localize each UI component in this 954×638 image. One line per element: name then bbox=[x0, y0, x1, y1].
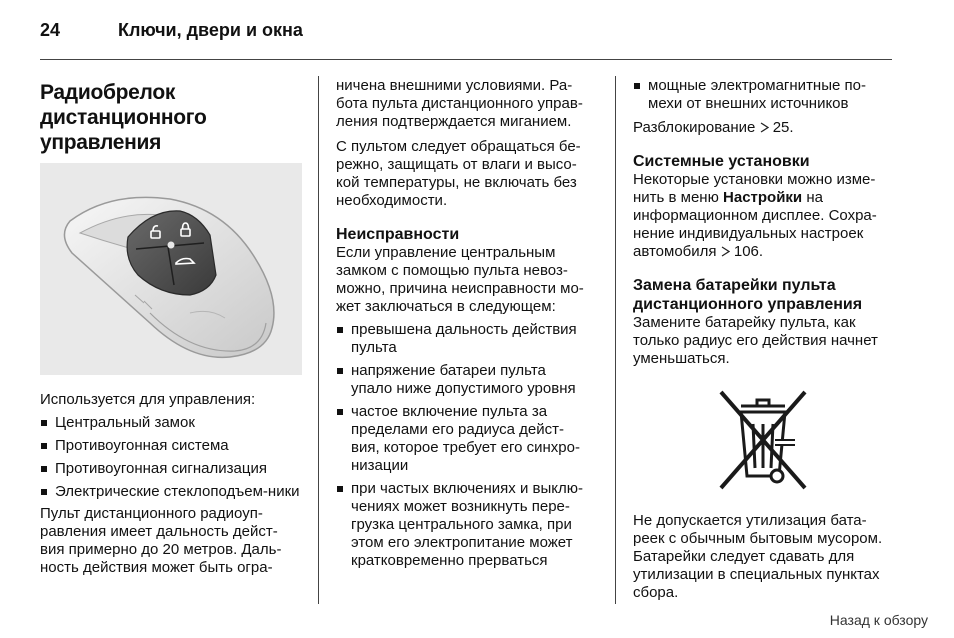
column-2 bbox=[336, 77, 602, 570]
text-line: Не допускается утилизация бата- bbox=[633, 512, 867, 529]
feature-list bbox=[40, 414, 302, 501]
text-line: Пульт дистанционного радиоуп- bbox=[40, 505, 263, 522]
text-line: Замените батарейку пульта, как bbox=[633, 314, 856, 331]
text-line: при частых включениях и выклю- bbox=[351, 480, 583, 497]
heading-line: Замена батарейки пульта bbox=[633, 277, 836, 294]
continued-paragraph bbox=[336, 77, 602, 131]
reference-page: 106. bbox=[733, 243, 764, 260]
column-divider-1 bbox=[318, 76, 319, 604]
reference-text: автомобиля bbox=[633, 243, 717, 260]
text-line: сбора. bbox=[633, 584, 679, 601]
list-item: Центральный замок bbox=[40, 414, 302, 432]
text-line: низации bbox=[351, 457, 409, 474]
list-item: Противоугонная система bbox=[40, 437, 302, 455]
list-item bbox=[336, 480, 602, 570]
text-line: грузка центрального замка, при bbox=[351, 516, 572, 533]
range-paragraph bbox=[40, 505, 302, 577]
text-line: чениях может возникнуть пере- bbox=[351, 498, 570, 515]
heading-line: дистанционного управления bbox=[633, 296, 863, 313]
text-line: пределами его радиуса дейст- bbox=[351, 421, 565, 438]
disposal-paragraph bbox=[633, 512, 895, 602]
text-line: Если управление центральным bbox=[336, 244, 556, 261]
heading-line: Радиобрелок bbox=[40, 81, 176, 104]
column-divider-2 bbox=[615, 76, 616, 604]
page-number: 24 bbox=[40, 20, 61, 40]
text-line: кой температуры, не включать без bbox=[336, 174, 577, 191]
care-paragraph bbox=[336, 138, 602, 210]
heading-line: управления bbox=[40, 131, 162, 154]
section-heading bbox=[40, 80, 302, 155]
reference-page: 25. bbox=[772, 119, 794, 136]
unlock-reference[interactable] bbox=[633, 119, 895, 137]
header-divider bbox=[40, 59, 892, 60]
text-line: на bbox=[806, 189, 823, 206]
column-3 bbox=[633, 77, 895, 602]
page-reference-arrow-icon bbox=[721, 246, 730, 257]
list-item bbox=[336, 403, 602, 475]
text-line: можно, причина неисправности мо- bbox=[336, 280, 584, 297]
heading-line: дистанционного bbox=[40, 106, 207, 129]
text-line: только радиус его действия начнет bbox=[633, 332, 878, 349]
text-line: нить в меню bbox=[633, 189, 719, 206]
text-line: бота пульта дистанционного управ- bbox=[336, 95, 583, 112]
battery-paragraph bbox=[633, 314, 895, 368]
text-line: этом его электропитание может bbox=[351, 534, 573, 551]
text-line: информационном дисплее. Сохра- bbox=[633, 207, 877, 224]
text-line: Батарейки следует сдавать для bbox=[633, 548, 855, 565]
text-line: ничена внешними условиями. Ра- bbox=[336, 77, 573, 94]
column-1 bbox=[40, 80, 302, 577]
list-item: Противоугонная сигнализация bbox=[40, 460, 302, 478]
list-item bbox=[336, 321, 602, 357]
crossed-out-bin-icon bbox=[711, 384, 815, 494]
text-line: ность действия может быть огра- bbox=[40, 559, 273, 576]
remote-key-image bbox=[40, 163, 302, 375]
text-line: жет заключаться в следующем: bbox=[336, 298, 556, 315]
text-line: реек с обычным бытовым мусором. bbox=[633, 530, 883, 547]
system-settings-heading: Системные установки bbox=[633, 153, 810, 170]
intro-text: Используется для управления: bbox=[40, 391, 256, 408]
text-line: нение индивидуальных настроек bbox=[633, 225, 864, 242]
text-line: вия примерно до 20 метров. Даль- bbox=[40, 541, 282, 558]
weee-symbol bbox=[711, 384, 815, 494]
system-settings-paragraph bbox=[633, 171, 895, 261]
text-line: утилизации в специальных пунктах bbox=[633, 566, 880, 583]
text-line: необходимости. bbox=[336, 192, 448, 209]
reference-text: Разблокирование bbox=[633, 119, 756, 136]
chapter-title: Ключи, двери и окна bbox=[118, 20, 303, 40]
list-item: Электрические стеклоподъем-ники bbox=[40, 483, 302, 501]
menu-name: Настройки bbox=[723, 189, 803, 206]
text-line: упало ниже допустимого уровня bbox=[351, 380, 576, 397]
text-line: частое включение пульта за bbox=[351, 403, 548, 420]
text-line: равления имеет дальность дейст- bbox=[40, 523, 278, 540]
text-line: замком с помощью пульта невоз- bbox=[336, 262, 568, 279]
text-line: ления подтверждается миганием. bbox=[336, 113, 572, 130]
text-line: мощные электромагнитные по- bbox=[648, 77, 866, 94]
text-line: вия, которое требует его синхро- bbox=[351, 439, 580, 456]
text-line: С пультом следует обращаться бе- bbox=[336, 138, 581, 155]
text-line: уменьшаться. bbox=[633, 350, 730, 367]
faults-list-continued bbox=[633, 77, 895, 113]
faults-paragraph bbox=[336, 244, 602, 316]
faults-heading: Неисправности bbox=[336, 226, 460, 243]
text-line: мехи от внешних источников bbox=[648, 95, 849, 112]
remote-key-illustration bbox=[40, 163, 302, 375]
page-reference-arrow-icon bbox=[760, 122, 769, 133]
faults-list bbox=[336, 321, 602, 570]
list-item bbox=[633, 77, 895, 113]
text-line: напряжение батареи пульта bbox=[351, 362, 546, 379]
list-item bbox=[336, 362, 602, 398]
text-line: превышена дальность действия bbox=[351, 321, 577, 338]
back-to-overview-link[interactable]: Назад к обзору bbox=[829, 612, 928, 628]
text-line: пульта bbox=[351, 339, 397, 356]
system-reference[interactable] bbox=[633, 243, 763, 260]
text-line: режно, защищать от влаги и высо- bbox=[336, 156, 577, 173]
battery-heading bbox=[633, 276, 895, 314]
text-line: кратковременно прерваться bbox=[351, 552, 548, 569]
text-line: Некоторые установки можно изме- bbox=[633, 171, 876, 188]
